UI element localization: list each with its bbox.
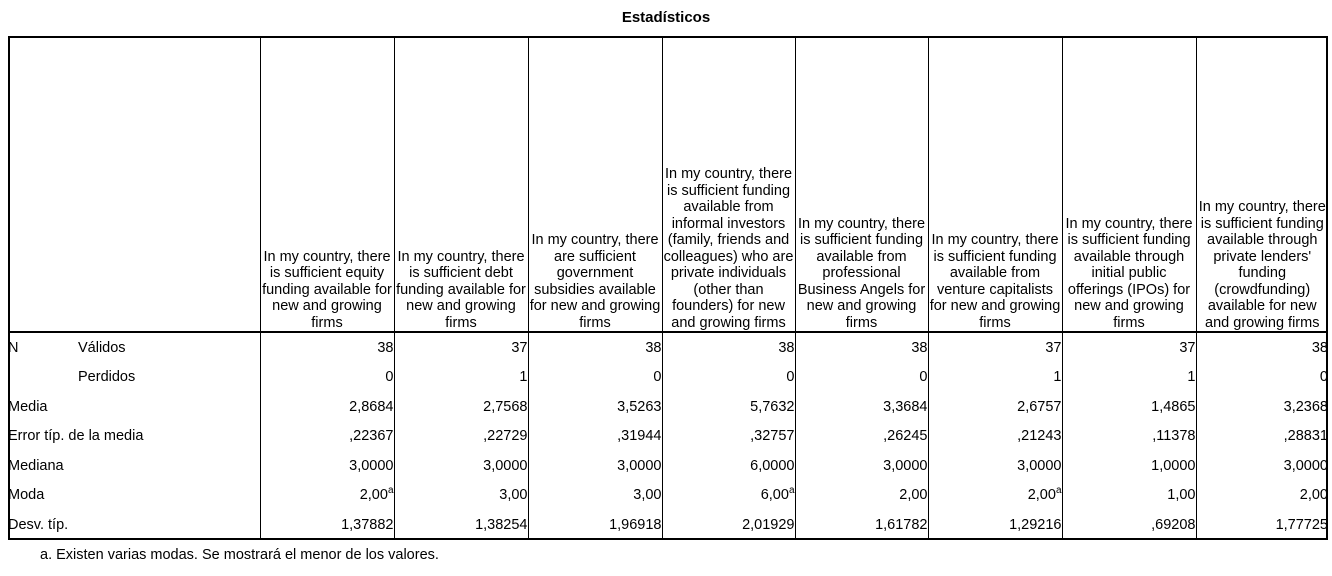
value-text: 37 <box>511 339 528 356</box>
value-text: ,28831 <box>1283 428 1328 445</box>
value-text: 6,00 <box>760 487 789 504</box>
value-cell <box>260 451 394 481</box>
value-cell <box>795 481 928 511</box>
value-cell <box>928 510 1062 540</box>
value-cell <box>795 332 928 363</box>
value-cell <box>662 422 795 452</box>
table-row <box>8 481 1328 511</box>
value-text: 38 <box>1311 339 1328 356</box>
value-text: 3,0000 <box>1283 457 1328 474</box>
column-header: In my country, there is sufficient funding available through initial public offerings (IPOs) for new and growing firms <box>1062 36 1196 332</box>
row-label: Error típ. de la media <box>8 428 144 445</box>
value-text: 0 <box>1319 369 1328 386</box>
value-cell <box>662 363 795 393</box>
value-text: 1,0000 <box>1151 457 1196 474</box>
value-text: 3,0000 <box>349 457 394 474</box>
value-cell <box>528 392 662 422</box>
value-text: 2,00 <box>899 487 928 504</box>
value-text: ,21243 <box>1017 428 1062 445</box>
value-cell <box>1196 392 1328 422</box>
table-row <box>8 392 1328 422</box>
value-text: 2,01929 <box>742 516 795 533</box>
value-text: 2,7568 <box>483 398 528 415</box>
row-sublabel: Perdidos <box>78 369 136 386</box>
value-text: 1,96918 <box>609 516 662 533</box>
value-text: 2,00 <box>1299 487 1328 504</box>
value-cell <box>795 451 928 481</box>
value-text: 3,5263 <box>617 398 662 415</box>
column-header: In my country, there is sufficient funding available from venture capitalists for new and growing firms <box>928 36 1062 332</box>
table-row <box>8 363 1328 393</box>
value-cell <box>1062 510 1196 540</box>
corner-cell <box>8 36 260 332</box>
value-text: 38 <box>377 339 394 356</box>
value-cell <box>662 451 795 481</box>
table-row <box>8 332 1328 363</box>
value-text: 1,61782 <box>875 516 928 533</box>
value-cell <box>662 510 795 540</box>
value-text: ,22367 <box>349 428 394 445</box>
value-text: 3,0000 <box>617 457 662 474</box>
value-text: 0 <box>653 369 662 386</box>
value-text: 37 <box>1179 339 1196 356</box>
value-text: ,26245 <box>883 428 928 445</box>
footnote-marker: a <box>387 485 394 497</box>
value-text: ,32757 <box>750 428 795 445</box>
row-label: Mediana <box>8 457 64 474</box>
value-text: ,11378 <box>1152 428 1196 445</box>
value-cell <box>928 451 1062 481</box>
value-text: 3,2368 <box>1283 398 1328 415</box>
value-cell <box>394 363 528 393</box>
table-row <box>8 510 1328 540</box>
value-cell <box>1062 332 1196 363</box>
column-header: In my country, there is sufficient equity funding available for new and growing firms <box>260 36 394 332</box>
value-text: 3,3684 <box>883 398 928 415</box>
value-text: 1,38254 <box>475 516 528 533</box>
value-cell <box>528 332 662 363</box>
footnote-marker: a <box>1055 485 1062 497</box>
row-label <box>8 363 78 393</box>
value-text: 2,00 <box>359 487 388 504</box>
row-label: Desv. típ. <box>8 516 69 533</box>
value-text: 3,0000 <box>883 457 928 474</box>
value-cell <box>260 363 394 393</box>
value-cell <box>928 332 1062 363</box>
value-text: 1 <box>1053 369 1062 386</box>
value-cell <box>394 392 528 422</box>
column-header: In my country, there is sufficient funding available from professional Business Angels for new and growing firms <box>795 36 928 332</box>
column-header: In my country, there is sufficient funding available from informal investors (family, friends and colleagues) who are private individuals (other than founders) for new and growing firms <box>662 36 795 332</box>
value-cell <box>528 510 662 540</box>
value-cell <box>1196 510 1328 540</box>
row-label: Media <box>8 398 48 415</box>
row-label: Moda <box>8 487 45 504</box>
value-cell <box>662 481 795 511</box>
value-text: 5,7632 <box>750 398 795 415</box>
value-cell <box>1062 422 1196 452</box>
value-cell <box>1062 481 1196 511</box>
value-text: 1 <box>519 369 528 386</box>
value-cell <box>394 481 528 511</box>
value-cell <box>928 363 1062 393</box>
value-cell <box>394 332 528 363</box>
value-cell <box>394 510 528 540</box>
footnote: a. Existen varias modas. Se mostrará el menor de los valores. <box>40 547 439 563</box>
table-title: Estadísticos <box>621 9 711 26</box>
value-text: 2,00 <box>1027 487 1056 504</box>
value-cell <box>928 392 1062 422</box>
value-text: 1,37882 <box>341 516 394 533</box>
value-cell <box>394 422 528 452</box>
value-cell <box>260 332 394 363</box>
value-cell <box>928 422 1062 452</box>
value-text: 1,00 <box>1167 487 1196 504</box>
value-cell <box>260 422 394 452</box>
value-text: 38 <box>911 339 928 356</box>
value-text: 3,0000 <box>1017 457 1062 474</box>
value-cell <box>662 392 795 422</box>
value-cell <box>795 422 928 452</box>
table-row <box>8 422 1328 452</box>
value-text: 38 <box>645 339 662 356</box>
value-cell <box>528 422 662 452</box>
value-cell <box>1196 451 1328 481</box>
value-text: 3,00 <box>499 487 528 504</box>
value-cell <box>260 392 394 422</box>
value-text: 0 <box>786 369 795 386</box>
value-text: 38 <box>778 339 795 356</box>
header-row <box>8 36 1328 332</box>
value-cell <box>1062 392 1196 422</box>
value-text: 6,0000 <box>750 457 795 474</box>
value-cell <box>795 363 928 393</box>
value-text: 3,00 <box>633 487 662 504</box>
value-cell <box>662 332 795 363</box>
value-cell <box>1196 332 1328 363</box>
value-cell <box>528 481 662 511</box>
table-row <box>8 451 1328 481</box>
value-cell <box>1062 363 1196 393</box>
value-cell <box>1196 363 1328 393</box>
value-cell <box>528 451 662 481</box>
column-header: In my country, there are sufficient government subsidies available for new and growing firms <box>528 36 662 332</box>
value-cell <box>795 510 928 540</box>
row-label: N <box>8 339 19 356</box>
value-text: 1,77725 <box>1275 516 1328 533</box>
value-cell <box>1062 451 1196 481</box>
value-text: ,31944 <box>617 428 662 445</box>
value-cell <box>528 363 662 393</box>
column-header: In my country, there is sufficient funding available through private lenders' funding (crowdfunding) available for new and growing firms <box>1196 36 1328 332</box>
value-text: 0 <box>385 369 394 386</box>
value-text: 0 <box>919 369 928 386</box>
value-cell <box>1196 422 1328 452</box>
value-text: 1 <box>1187 369 1196 386</box>
column-header: In my country, there is sufficient debt funding available for new and growing firms <box>394 36 528 332</box>
value-text: 1,29216 <box>1009 516 1062 533</box>
value-text: 1,4865 <box>1151 398 1196 415</box>
row-sublabel: Válidos <box>78 339 126 356</box>
value-text: ,22729 <box>483 428 528 445</box>
value-cell <box>1196 481 1328 511</box>
value-cell <box>795 392 928 422</box>
value-cell <box>928 481 1062 511</box>
value-cell <box>260 510 394 540</box>
value-text: 2,8684 <box>349 398 394 415</box>
statistics-table <box>8 36 1328 540</box>
value-text: ,69208 <box>1151 516 1196 533</box>
value-cell <box>260 481 394 511</box>
footnote-marker: a <box>788 485 795 497</box>
value-text: 37 <box>1045 339 1062 356</box>
value-text: 3,0000 <box>483 457 528 474</box>
value-text: 2,6757 <box>1017 398 1062 415</box>
value-cell <box>394 451 528 481</box>
